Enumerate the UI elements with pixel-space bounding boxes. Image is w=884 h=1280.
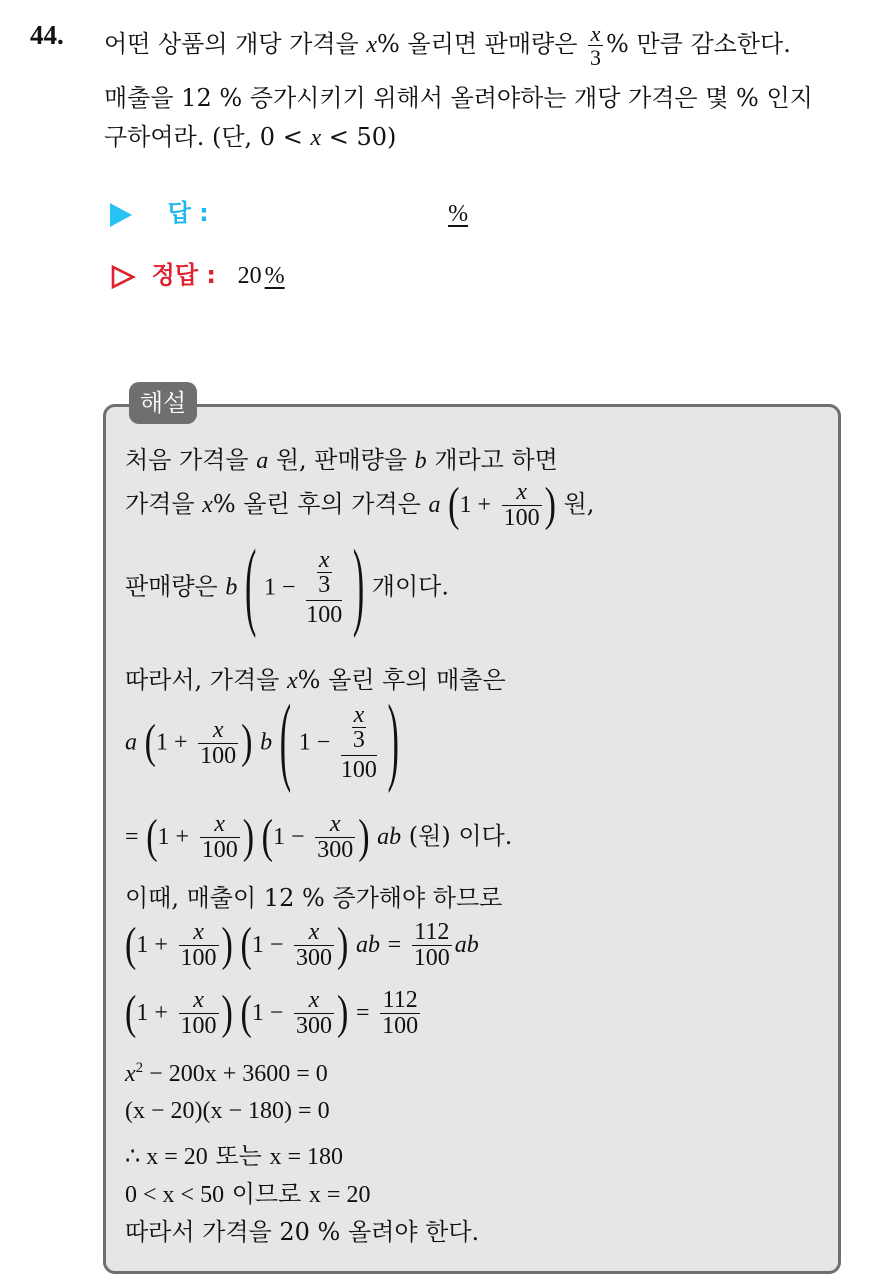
right-paren: ) xyxy=(242,811,255,863)
right-paren: ) xyxy=(241,716,253,769)
fraction-numerator: x xyxy=(200,812,240,838)
left-paren: ( xyxy=(240,987,252,1039)
fraction-denominator: 100 xyxy=(340,757,377,784)
variable-x: x xyxy=(125,1061,136,1087)
solution-line-10 xyxy=(125,1060,328,1088)
right-paren: ) xyxy=(352,533,365,641)
solution-line-14: 따라서 가격을 20 % 올려야 한다. xyxy=(125,1218,480,1246)
question-line-3 xyxy=(104,117,396,152)
fraction-denominator: 100 xyxy=(180,945,217,972)
correct-answer-unit: % xyxy=(264,263,285,289)
question-text: % 만큼 감소한다. xyxy=(606,30,791,59)
math-term: 1 + xyxy=(136,932,168,959)
fraction-numerator: x xyxy=(315,812,355,838)
fraction-numerator: x xyxy=(179,920,219,946)
left-paren: ( xyxy=(279,688,292,796)
variable-x: x xyxy=(202,492,213,519)
question-line-2: 매출을 12 % 증가시키기 위해서 올려야하는 개당 가격은 몇 % 인지 xyxy=(104,84,813,112)
solution-line-1 xyxy=(125,440,558,475)
math-term: 1 + xyxy=(459,492,491,519)
correct-answer-row xyxy=(110,255,285,290)
variable-a: a xyxy=(428,492,441,519)
solution-text: 개이다. xyxy=(371,572,449,601)
fraction-numerator: 112 xyxy=(380,988,420,1014)
solution-line-9 xyxy=(125,988,423,1039)
correct-answer-label: 정답 : xyxy=(151,261,216,289)
fraction-denominator: 300 xyxy=(317,837,354,864)
exponent: 2 xyxy=(135,1060,144,1076)
solution-line-4 xyxy=(125,660,506,695)
fraction xyxy=(380,988,420,1039)
fraction-x-over-3 xyxy=(588,22,603,69)
fraction-numerator: x xyxy=(318,547,330,573)
left-paren: ( xyxy=(146,811,158,863)
nested-fraction xyxy=(341,703,377,783)
right-paren: ) xyxy=(337,987,349,1039)
fraction-denominator: 300 xyxy=(296,945,332,972)
fraction-numerator: x xyxy=(294,988,334,1014)
fraction-numerator: x xyxy=(198,718,238,744)
question-number: 44. xyxy=(30,20,64,50)
solution-line-11: (x − 20)(x − 180) = 0 xyxy=(125,1098,330,1124)
fraction-denominator: 100 xyxy=(180,1013,217,1040)
left-paren: ( xyxy=(245,533,257,641)
variable-x: x xyxy=(310,125,322,151)
fraction-denominator: 100 xyxy=(413,945,450,972)
right-paren: ) xyxy=(358,811,370,863)
fraction xyxy=(502,480,542,531)
correct-answer-value: 20 xyxy=(237,263,262,289)
solution-line-2 xyxy=(125,480,594,531)
solution-text: 또는 xyxy=(215,1142,262,1170)
variable-ab: ab xyxy=(454,932,479,959)
question-text: 어떤 상품의 개당 가격을 xyxy=(104,30,359,59)
math-term: 0 < x < 50 xyxy=(125,1182,225,1208)
solution-line-7: 이때, 매출이 12 % 증가해야 하므로 xyxy=(125,884,503,912)
math-term: x = 20 xyxy=(308,1182,371,1208)
math-term: x = 180 xyxy=(269,1144,344,1170)
fraction-numerator: x xyxy=(588,22,603,46)
math-term: 1 + xyxy=(136,1000,168,1027)
solution-text: 가격을 xyxy=(125,490,195,519)
right-paren: ) xyxy=(387,688,399,796)
right-paren: ) xyxy=(221,987,233,1039)
question-text: < 50) xyxy=(328,123,397,151)
math-term: 1 − xyxy=(251,932,284,959)
solution-text: % 올린 후의 가격은 xyxy=(212,490,421,519)
answer-row xyxy=(110,193,468,228)
fraction-denominator: 100 xyxy=(200,742,237,769)
math-term: 1 − xyxy=(264,574,296,601)
solution-text: 원, xyxy=(563,490,595,519)
solution-line-3 xyxy=(125,533,449,641)
solution-text: % 올린 후의 매출은 xyxy=(297,666,506,694)
equals-sign: = xyxy=(387,932,402,959)
fraction-denominator: 100 xyxy=(503,505,540,532)
fraction-denominator: 100 xyxy=(382,1013,419,1040)
answer-unit: % xyxy=(448,201,469,227)
solution-text: (원) 이다. xyxy=(408,822,513,851)
left-paren: ( xyxy=(261,811,273,863)
solution-text: 판매량은 xyxy=(125,572,218,601)
left-paren: ( xyxy=(240,919,252,971)
question-text: % 올리면 판매량은 xyxy=(377,30,578,59)
left-paren: ( xyxy=(125,987,137,1039)
left-paren: ( xyxy=(448,479,460,531)
fraction-denominator: 100 xyxy=(306,602,343,629)
math-term: ∴ x = 20 xyxy=(125,1144,208,1170)
fraction-denominator: 100 xyxy=(201,837,238,864)
math-term: 1 + xyxy=(155,729,188,756)
fraction xyxy=(179,988,219,1039)
math-term: 1 − xyxy=(273,824,305,851)
solution-text: 따라서, 가격을 xyxy=(125,666,280,694)
variable-x: x xyxy=(287,668,298,694)
fraction xyxy=(294,920,334,971)
fraction xyxy=(200,812,240,863)
math-term: 1 − xyxy=(251,1000,284,1027)
solution-line-6 xyxy=(125,812,512,863)
fraction xyxy=(179,920,219,971)
fraction-denominator: 3 xyxy=(590,45,602,71)
fraction-denominator: 300 xyxy=(296,1013,332,1040)
math-term: − 200x + 3600 = 0 xyxy=(149,1061,328,1087)
variable-a: a xyxy=(256,448,269,474)
solution-line-13 xyxy=(125,1174,370,1209)
solution-line-8 xyxy=(125,920,479,971)
math-term: 1 + xyxy=(157,824,190,851)
variable-ab: ab xyxy=(355,932,380,959)
variable-a: a xyxy=(125,729,137,756)
nested-fraction xyxy=(306,548,342,628)
variable-x: x xyxy=(366,32,378,59)
fraction-numerator: x xyxy=(179,988,219,1014)
question-text: 구하여라. (단, 0 < xyxy=(104,123,303,151)
fraction-numerator: x xyxy=(502,480,542,506)
variable-b: b xyxy=(260,729,273,756)
fraction-numerator: x xyxy=(294,920,334,946)
right-paren: ) xyxy=(544,479,556,531)
left-paren: ( xyxy=(125,919,137,971)
equals-sign: = xyxy=(355,1000,370,1027)
solution-text: 원, 판매량을 xyxy=(275,446,408,474)
fraction xyxy=(315,812,355,863)
fraction xyxy=(198,718,238,769)
fraction-denominator: 3 xyxy=(318,572,331,598)
right-paren: ) xyxy=(337,919,349,971)
solution-line-12 xyxy=(125,1136,343,1171)
solution-text: 개라고 하면 xyxy=(434,446,558,474)
fraction-denominator: 3 xyxy=(352,727,365,753)
fraction-numerator: x xyxy=(353,702,365,728)
answer-label: 답 : xyxy=(167,199,209,227)
play-outline-icon xyxy=(110,264,136,290)
variable-ab: ab xyxy=(377,824,402,851)
solution-text: 처음 가격을 xyxy=(125,446,249,474)
equals-sign: = xyxy=(125,824,139,851)
question-line-1 xyxy=(104,22,791,69)
fraction xyxy=(294,988,334,1039)
play-filled-icon xyxy=(110,203,132,227)
variable-b: b xyxy=(225,574,238,601)
solution-line-5 xyxy=(125,688,399,796)
fraction-numerator: 112 xyxy=(412,920,452,946)
fraction xyxy=(412,920,452,971)
solution-text: 이므로 xyxy=(231,1180,302,1208)
math-term: 1 − xyxy=(298,729,331,756)
left-paren: ( xyxy=(144,716,156,769)
solution-tab: 해설 xyxy=(129,382,197,424)
right-paren: ) xyxy=(221,919,233,971)
variable-b: b xyxy=(414,448,427,474)
